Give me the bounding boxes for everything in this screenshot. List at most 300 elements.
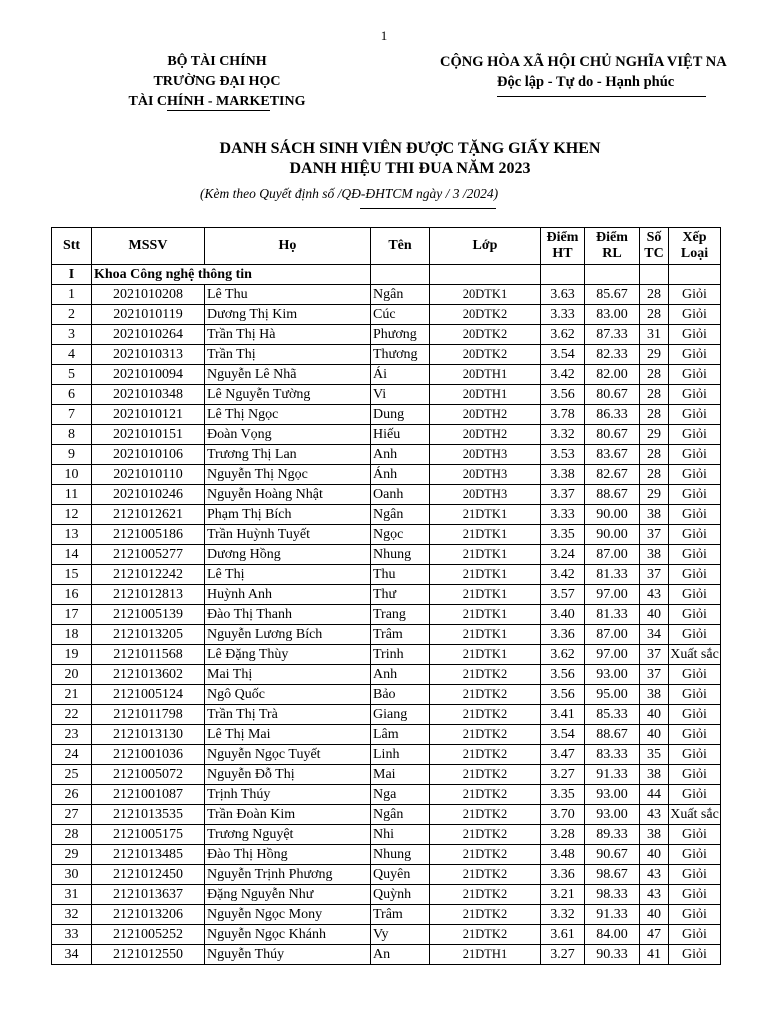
mssv-cell: 2121012813 <box>92 585 205 605</box>
ten-cell: Nhi <box>371 825 430 845</box>
table-row <box>52 425 721 445</box>
header-so-tc: Số TC <box>640 228 669 265</box>
diem-rl-cell: 90.33 <box>585 945 640 965</box>
so-tc-cell: 29 <box>640 425 669 445</box>
university-name-line1: TRƯỜNG ĐẠI HỌC <box>153 74 281 89</box>
xep-loai-cell: Giỏi <box>669 565 721 585</box>
lop-cell: 21DTK2 <box>430 685 541 705</box>
stt-cell: 33 <box>52 925 92 945</box>
ho-cell: Nguyễn Ngọc Tuyết <box>205 745 371 765</box>
diem-rl-cell: 83.33 <box>585 745 640 765</box>
table-row <box>52 905 721 925</box>
diem-ht-cell: 3.62 <box>541 325 585 345</box>
table-row <box>52 865 721 885</box>
diem-rl-cell: 90.00 <box>585 505 640 525</box>
mssv-cell: 2121001087 <box>92 785 205 805</box>
table-row <box>52 765 721 785</box>
document-title-line2: DANH HIỆU THI ĐUA NĂM 2023 <box>289 160 531 177</box>
lop-cell: 20DTK1 <box>430 285 541 305</box>
table-row <box>52 625 721 645</box>
diem-rl-cell: 87.00 <box>585 545 640 565</box>
mssv-cell: 2021010348 <box>92 385 205 405</box>
ho-cell: Trịnh Thúy <box>205 785 371 805</box>
lop-cell: 20DTK2 <box>430 305 541 325</box>
table-row <box>52 325 721 345</box>
stt-cell: 31 <box>52 885 92 905</box>
ho-cell: Dương Thị Kim <box>205 305 371 325</box>
xep-loai-cell: Giỏi <box>669 445 721 465</box>
lop-cell: 20DTH1 <box>430 385 541 405</box>
ten-cell: Vy <box>371 925 430 945</box>
xep-loai-cell: Giỏi <box>669 285 721 305</box>
ten-cell: Phương <box>371 325 430 345</box>
diem-ht-cell: 3.36 <box>541 865 585 885</box>
table-row <box>52 685 721 705</box>
ten-cell: Nga <box>371 785 430 805</box>
university-name-part3: TING <box>269 94 306 109</box>
page-number: 1 <box>380 28 388 43</box>
xep-loai-cell: Giỏi <box>669 305 721 325</box>
ten-cell: Nhung <box>371 545 430 565</box>
xep-loai-cell: Giỏi <box>669 325 721 345</box>
ten-cell: Hiếu <box>371 425 430 445</box>
stt-cell: 13 <box>52 525 92 545</box>
so-tc-cell: 41 <box>640 945 669 965</box>
lop-cell: 21DTK1 <box>430 505 541 525</box>
diem-rl-cell: 80.67 <box>585 385 640 405</box>
diem-rl-cell: 97.00 <box>585 585 640 605</box>
national-header <box>440 52 768 92</box>
diem-ht-cell: 3.33 <box>541 505 585 525</box>
ten-cell: Anh <box>371 665 430 685</box>
stt-cell: 22 <box>52 705 92 725</box>
mssv-cell: 2121005175 <box>92 825 205 845</box>
table-header-row <box>52 228 721 265</box>
diem-ht-cell: 3.63 <box>541 285 585 305</box>
xep-loai-cell: Giỏi <box>669 425 721 445</box>
ho-cell: Đặng Nguyễn Như <box>205 885 371 905</box>
xep-loai-cell: Giỏi <box>669 345 721 365</box>
diem-rl-cell: 98.33 <box>585 885 640 905</box>
table-row <box>52 385 721 405</box>
ho-cell: Trần Thị Trà <box>205 705 371 725</box>
stt-cell: 3 <box>52 325 92 345</box>
table-row <box>52 505 721 525</box>
ho-cell: Nguyễn Thúy <box>205 945 371 965</box>
table-row <box>52 645 721 665</box>
ho-cell: Dương Hồng <box>205 545 371 565</box>
diem-rl-cell: 93.00 <box>585 665 640 685</box>
diem-ht-cell: 3.47 <box>541 745 585 765</box>
ho-cell: Nguyễn Trịnh Phương <box>205 865 371 885</box>
stt-cell: 1 <box>52 285 92 305</box>
mssv-cell: 2121011798 <box>92 705 205 725</box>
ten-cell: Ngọc <box>371 525 430 545</box>
ten-cell: Trang <box>371 605 430 625</box>
diem-rl-cell: 90.67 <box>585 845 640 865</box>
diem-ht-cell: 3.37 <box>541 485 585 505</box>
ho-cell: Lê Thị <box>205 565 371 585</box>
so-tc-cell: 29 <box>640 345 669 365</box>
diem-rl-cell: 82.00 <box>585 365 640 385</box>
mssv-cell: 2121012550 <box>92 945 205 965</box>
national-title: CỘNG HÒA XÃ HỘI CHỦ NGHĨA VIỆT NA <box>440 54 727 70</box>
table-row <box>52 785 721 805</box>
mssv-cell: 2021010313 <box>92 345 205 365</box>
diem-ht-cell: 3.35 <box>541 525 585 545</box>
header-lop: Lớp <box>430 228 541 265</box>
diem-rl-cell: 91.33 <box>585 765 640 785</box>
document-title-line1: DANH SÁCH SINH VIÊN ĐƯỢC TẶNG GIẤY KHEN <box>219 140 601 157</box>
header-diem-ht: Điểm HT <box>541 228 585 265</box>
ho-cell: Đào Thị Hồng <box>205 845 371 865</box>
xep-loai-cell: Giỏi <box>669 605 721 625</box>
mssv-cell: 2121013602 <box>92 665 205 685</box>
mssv-cell: 2121012621 <box>92 505 205 525</box>
xep-loai-cell: Giỏi <box>669 405 721 425</box>
stt-cell: 9 <box>52 445 92 465</box>
ten-cell: Ngân <box>371 285 430 305</box>
table-row <box>52 805 721 825</box>
diem-rl-cell: 88.67 <box>585 485 640 505</box>
lop-cell: 21DTK1 <box>430 585 541 605</box>
ho-cell: Lê Nguyễn Tường <box>205 385 371 405</box>
diem-ht-cell: 3.32 <box>541 425 585 445</box>
stt-cell: 6 <box>52 385 92 405</box>
diem-ht-cell: 3.38 <box>541 465 585 485</box>
lop-cell: 20DTH3 <box>430 485 541 505</box>
so-tc-cell: 38 <box>640 505 669 525</box>
diem-rl-cell: 93.00 <box>585 785 640 805</box>
ho-cell: Lê Thị Ngọc <box>205 405 371 425</box>
stt-cell: 24 <box>52 745 92 765</box>
lop-cell: 21DTK2 <box>430 825 541 845</box>
diem-rl-cell: 80.67 <box>585 425 640 445</box>
stt-cell: 25 <box>52 765 92 785</box>
diem-rl-cell: 89.33 <box>585 825 640 845</box>
table-row <box>52 825 721 845</box>
xep-loai-cell: Giỏi <box>669 525 721 545</box>
ten-cell: Ánh <box>371 465 430 485</box>
table-row <box>52 745 721 765</box>
table-row <box>52 465 721 485</box>
diem-ht-cell: 3.36 <box>541 625 585 645</box>
mssv-cell: 2021010246 <box>92 485 205 505</box>
diem-rl-cell: 86.33 <box>585 405 640 425</box>
stt-cell: 11 <box>52 485 92 505</box>
diem-rl-cell: 82.33 <box>585 345 640 365</box>
stt-cell: 17 <box>52 605 92 625</box>
so-tc-cell: 43 <box>640 805 669 825</box>
diem-ht-cell: 3.27 <box>541 765 585 785</box>
ho-cell: Lê Đặng Thùy <box>205 645 371 665</box>
xep-loai-cell: Giỏi <box>669 505 721 525</box>
so-tc-cell: 38 <box>640 545 669 565</box>
table-row <box>52 305 721 325</box>
lop-cell: 21DTK2 <box>430 805 541 825</box>
so-tc-cell: 40 <box>640 725 669 745</box>
mssv-cell: 2121013130 <box>92 725 205 745</box>
ho-cell: Trương Thị Lan <box>205 445 371 465</box>
ho-cell: Nguyễn Hoàng Nhật <box>205 485 371 505</box>
table-row <box>52 545 721 565</box>
ho-cell: Trần Thị <box>205 345 371 365</box>
diem-ht-cell: 3.70 <box>541 805 585 825</box>
diem-rl-cell: 91.33 <box>585 905 640 925</box>
mssv-cell: 2121001036 <box>92 745 205 765</box>
diem-ht-cell: 3.78 <box>541 405 585 425</box>
ten-cell: Trâm <box>371 625 430 645</box>
diem-ht-cell: 3.56 <box>541 685 585 705</box>
so-tc-cell: 37 <box>640 565 669 585</box>
xep-loai-cell: Giỏi <box>669 745 721 765</box>
table-row <box>52 565 721 585</box>
xep-loai-cell: Giỏi <box>669 865 721 885</box>
stt-cell: 2 <box>52 305 92 325</box>
mssv-cell: 2021010119 <box>92 305 205 325</box>
ho-cell: Mai Thị <box>205 665 371 685</box>
mssv-cell: 2121005252 <box>92 925 205 945</box>
stt-cell: 12 <box>52 505 92 525</box>
diem-ht-cell: 3.56 <box>541 385 585 405</box>
mssv-cell: 2021010094 <box>92 365 205 385</box>
ten-cell: Trinh <box>371 645 430 665</box>
diem-ht-cell: 3.32 <box>541 905 585 925</box>
so-tc-cell: 47 <box>640 925 669 945</box>
table-row <box>52 285 721 305</box>
ho-cell: Phạm Thị Bích <box>205 505 371 525</box>
decision-reference-rule <box>360 208 496 209</box>
stt-cell: 28 <box>52 825 92 845</box>
so-tc-cell: 40 <box>640 845 669 865</box>
table-row <box>52 525 721 545</box>
ho-cell: Trần Đoàn Kim <box>205 805 371 825</box>
motto-underline <box>497 96 706 97</box>
diem-rl-cell: 97.00 <box>585 645 640 665</box>
ten-cell: Thương <box>371 345 430 365</box>
section-number: I <box>52 265 92 285</box>
ten-cell: Ái <box>371 365 430 385</box>
stt-cell: 27 <box>52 805 92 825</box>
stt-cell: 29 <box>52 845 92 865</box>
diem-rl-cell: 85.67 <box>585 285 640 305</box>
stt-cell: 4 <box>52 345 92 365</box>
decision-reference: (Kèm theo Quyết định số /QĐ-ĐHTCM ngày / 3 /2024) <box>200 186 499 201</box>
ten-cell: Nhung <box>371 845 430 865</box>
mssv-cell: 2121005072 <box>92 765 205 785</box>
so-tc-cell: 37 <box>640 645 669 665</box>
so-tc-cell: 38 <box>640 765 669 785</box>
ho-cell: Nguyễn Lương Bích <box>205 625 371 645</box>
ten-cell: Lâm <box>371 725 430 745</box>
lop-cell: 21DTK2 <box>430 865 541 885</box>
so-tc-cell: 40 <box>640 605 669 625</box>
ho-cell: Lê Thu <box>205 285 371 305</box>
table-row <box>52 725 721 745</box>
mssv-cell: 2121005124 <box>92 685 205 705</box>
ten-cell: Quỳnh <box>371 885 430 905</box>
so-tc-cell: 43 <box>640 865 669 885</box>
header-mssv: MSSV <box>92 228 205 265</box>
diem-rl-cell: 85.33 <box>585 705 640 725</box>
table-row <box>52 585 721 605</box>
lop-cell: 20DTH2 <box>430 425 541 445</box>
lop-cell: 21DTK1 <box>430 545 541 565</box>
lop-cell: 21DTK2 <box>430 925 541 945</box>
so-tc-cell: 43 <box>640 885 669 905</box>
stt-cell: 20 <box>52 665 92 685</box>
lop-cell: 21DTK2 <box>430 785 541 805</box>
so-tc-cell: 43 <box>640 585 669 605</box>
diem-rl-cell: 87.33 <box>585 325 640 345</box>
header-stt: Stt <box>52 228 92 265</box>
mssv-cell: 2121013206 <box>92 905 205 925</box>
mssv-cell: 2121005186 <box>92 525 205 545</box>
diem-rl-cell: 81.33 <box>585 565 640 585</box>
university-name-part1: TÀI C <box>128 94 168 109</box>
lop-cell: 21DTK2 <box>430 745 541 765</box>
diem-rl-cell: 83.00 <box>585 305 640 325</box>
diem-ht-cell: 3.54 <box>541 345 585 365</box>
ten-cell: Trâm <box>371 905 430 925</box>
lop-cell: 21DTK1 <box>430 605 541 625</box>
table-row <box>52 945 721 965</box>
so-tc-cell: 28 <box>640 405 669 425</box>
ho-cell: Nguyễn Thị Ngọc <box>205 465 371 485</box>
stt-cell: 16 <box>52 585 92 605</box>
mssv-cell: 2021010208 <box>92 285 205 305</box>
ho-cell: Nguyễn Ngọc Mony <box>205 905 371 925</box>
stt-cell: 5 <box>52 365 92 385</box>
mssv-cell: 2121011568 <box>92 645 205 665</box>
table-row <box>52 665 721 685</box>
xep-loai-cell: Giỏi <box>669 385 721 405</box>
table-row <box>52 845 721 865</box>
diem-ht-cell: 3.27 <box>541 945 585 965</box>
diem-ht-cell: 3.42 <box>541 565 585 585</box>
ten-cell: Vi <box>371 385 430 405</box>
xep-loai-cell: Giỏi <box>669 765 721 785</box>
table-row <box>52 705 721 725</box>
ho-cell: Ngô Quốc <box>205 685 371 705</box>
xep-loai-cell: Giỏi <box>669 545 721 565</box>
so-tc-cell: 28 <box>640 445 669 465</box>
so-tc-cell: 28 <box>640 305 669 325</box>
lop-cell: 21DTH1 <box>430 945 541 965</box>
stt-cell: 18 <box>52 625 92 645</box>
diem-ht-cell: 3.62 <box>541 645 585 665</box>
ten-cell: Ngân <box>371 505 430 525</box>
stt-cell: 34 <box>52 945 92 965</box>
xep-loai-cell: Xuất sắc <box>669 805 721 825</box>
stt-cell: 30 <box>52 865 92 885</box>
xep-loai-cell: Giỏi <box>669 705 721 725</box>
ten-cell: Thư <box>371 585 430 605</box>
mssv-cell: 2021010110 <box>92 465 205 485</box>
mssv-cell: 2121005139 <box>92 605 205 625</box>
diem-rl-cell: 81.33 <box>585 605 640 625</box>
mssv-cell: 2121012450 <box>92 865 205 885</box>
mssv-cell: 2121013205 <box>92 625 205 645</box>
xep-loai-cell: Giỏi <box>669 945 721 965</box>
university-name-line2 <box>112 92 322 112</box>
xep-loai-cell: Giỏi <box>669 465 721 485</box>
lop-cell: 21DTK1 <box>430 565 541 585</box>
ten-cell: Anh <box>371 445 430 465</box>
lop-cell: 20DTK2 <box>430 345 541 365</box>
so-tc-cell: 31 <box>640 325 669 345</box>
xep-loai-cell: Giỏi <box>669 625 721 645</box>
header-ten: Tên <box>371 228 430 265</box>
diem-rl-cell: 90.00 <box>585 525 640 545</box>
xep-loai-cell: Giỏi <box>669 925 721 945</box>
xep-loai-cell: Giỏi <box>669 725 721 745</box>
diem-ht-cell: 3.28 <box>541 825 585 845</box>
mssv-cell: 2121013637 <box>92 885 205 905</box>
xep-loai-cell: Giỏi <box>669 685 721 705</box>
so-tc-cell: 35 <box>640 745 669 765</box>
lop-cell: 20DTH3 <box>430 445 541 465</box>
table-row <box>52 485 721 505</box>
lop-cell: 21DTK2 <box>430 885 541 905</box>
section-row <box>52 265 721 285</box>
ho-cell: Trần Thị Hà <box>205 325 371 345</box>
mssv-cell: 2121005277 <box>92 545 205 565</box>
diem-ht-cell: 3.56 <box>541 665 585 685</box>
stt-cell: 15 <box>52 565 92 585</box>
xep-loai-cell: Giỏi <box>669 665 721 685</box>
ten-cell: Dung <box>371 405 430 425</box>
xep-loai-cell: Giỏi <box>669 785 721 805</box>
diem-rl-cell: 88.67 <box>585 725 640 745</box>
ten-cell: Mai <box>371 765 430 785</box>
xep-loai-cell: Giỏi <box>669 365 721 385</box>
lop-cell: 21DTK1 <box>430 525 541 545</box>
stt-cell: 21 <box>52 685 92 705</box>
table-row <box>52 445 721 465</box>
diem-rl-cell: 84.00 <box>585 925 640 945</box>
ten-cell: Quyên <box>371 865 430 885</box>
diem-ht-cell: 3.35 <box>541 785 585 805</box>
ten-cell: Cúc <box>371 305 430 325</box>
mssv-cell: 2021010264 <box>92 325 205 345</box>
lop-cell: 20DTK2 <box>430 325 541 345</box>
diem-ht-cell: 3.54 <box>541 725 585 745</box>
mssv-cell: 2021010121 <box>92 405 205 425</box>
ten-cell: Linh <box>371 745 430 765</box>
so-tc-cell: 37 <box>640 665 669 685</box>
stt-cell: 8 <box>52 425 92 445</box>
lop-cell: 21DTK2 <box>430 905 541 925</box>
ten-cell: Bảo <box>371 685 430 705</box>
ho-cell: Đoàn Vọng <box>205 425 371 445</box>
ministry-name: BỘ TÀI CHÍNH <box>167 54 267 69</box>
stt-cell: 19 <box>52 645 92 665</box>
so-tc-cell: 44 <box>640 785 669 805</box>
table-row <box>52 605 721 625</box>
student-list-table <box>51 227 721 965</box>
stt-cell: 10 <box>52 465 92 485</box>
diem-ht-cell: 3.40 <box>541 605 585 625</box>
diem-ht-cell: 3.61 <box>541 925 585 945</box>
xep-loai-cell: Xuất sắc <box>669 645 721 665</box>
ho-cell: Nguyễn Lê Nhã <box>205 365 371 385</box>
xep-loai-cell: Giỏi <box>669 845 721 865</box>
lop-cell: 20DTH2 <box>430 405 541 425</box>
document-title <box>0 139 768 179</box>
so-tc-cell: 37 <box>640 525 669 545</box>
diem-ht-cell: 3.21 <box>541 885 585 905</box>
